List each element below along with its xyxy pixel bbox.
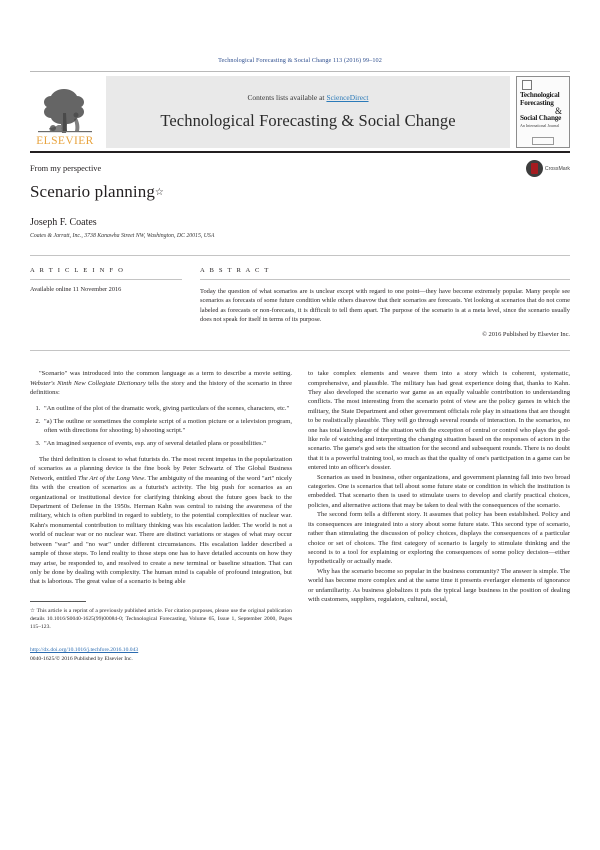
list-item: 1. "An outline of the plot of the dramatic work, giving particulars of the scenes, characters, etc." <box>42 404 292 413</box>
abstract-rule <box>200 279 570 280</box>
body-column-left <box>30 369 292 663</box>
paragraph-why-popular: Why has the scenario become so popular in the business community? The answer is simple. The world has become more complex and at the same time it presents everlarger elements of ignorance or unfamiliarity. As business globalizes it puts the typical large business in the position of dealing with customers, suppliers, regulators, cultural, social, <box>308 567 570 603</box>
elsevier-logo <box>30 76 100 148</box>
third-def-part-a: The third definition is closest to what futurists do. The most recent impetus in the popularization of scenarios as a planning device is the fine book by Peter Schwartz of The Global Business Network, entitled <box>30 456 292 482</box>
body-column-right <box>308 369 570 663</box>
journal-masthead <box>30 71 570 152</box>
art-of-long-view-title: The Art of the Long View <box>77 474 145 482</box>
footnote-rule <box>30 601 86 602</box>
section-kicker: From my perspective <box>30 164 102 173</box>
journal-title: Technological Forecasting & Social Change <box>160 111 456 130</box>
webster-dictionary-title: Webster's Ninth New Collegiate Dictionary <box>30 379 146 387</box>
sciencedirect-link[interactable]: ScienceDirect <box>326 93 369 102</box>
abstract-column <box>200 267 570 338</box>
intro-part-a: "Scenario" was introduced into the common language as a term to describe a movie setting. <box>39 370 292 378</box>
abstract-heading: A B S T R A C T <box>200 267 271 274</box>
cover-line-1: Technological <box>520 91 560 99</box>
list-item: 2. "a) The outline or sometimes the complete script of a motion picture or a television program, often with directions for shooting; b) shooting script." <box>42 417 292 436</box>
issn-copyright-line: 0040-1625/© 2016 Published by Elsevier Inc. <box>30 656 133 663</box>
paragraph-two-categories: Scenarios as used in business, other organizations, and government planning fall into two broad categories. One is scenarios that tell about some future state or condition in which the institution is embedded. That scenario then is used to stimulate users to develop and clarify practical choices, policies, and alternative actions that may be taken to deal with the consequences of the scenario. <box>308 473 570 509</box>
cover-line-2: Forecasting <box>520 98 554 107</box>
article-info-rule <box>30 279 182 280</box>
intro-part-b: tells the story and the history of the scenario in three definitions: <box>30 379 292 396</box>
contents-prefix: Contents lists available at <box>247 93 327 102</box>
definition-list <box>30 404 292 448</box>
cover-subtitle: An International Journal <box>520 123 560 129</box>
cover-footer-block <box>532 137 554 145</box>
crossmark-badge[interactable] <box>526 160 570 177</box>
abstract-bottom-rule <box>30 350 570 351</box>
cover-ampersand: & <box>554 105 562 116</box>
abstract-copyright: © 2016 Published by Elsevier Inc. <box>482 331 570 339</box>
body-columns <box>30 369 570 663</box>
title-footnote-star[interactable]: ☆ <box>154 187 164 198</box>
third-def-part-b: . The ambiguity of the meaning of the word "art" nicely fits with the creation of scenarios as a futurist's activity. The big push for scenarios as an organizational or institutional device for clarifying thinking about the future goes back to the Department of Defense in the 1950s. Herman Kahn was central to raising the awareness of the military, which is often purblind in regard to subtlety, to the potential complexities of nuclear war. Kahn's monumental contribution to military thinking was his escalation ladder. The world is not a world of nuclear war or no nuclear war. There are distinct variations or stages of what may occur between "war" and "no war" under different circumstances. His escalation ladder described a sample of those steps. To lend reality to those steps one has to have detailed accounts on how they may arise, be responded to, and resolved to create a new terminal or baseline situation. That can only be done by dealing with complexity. The human mind is capable of profound integration, but that is laborious. The great value of a scenario is being able <box>30 474 293 586</box>
elsevier-tree-icon <box>36 85 94 135</box>
paragraph-third-definition <box>30 455 292 587</box>
paragraph-continued: to take complex elements and weave them into a story which is coherent, systematic, comprehensive, and plausible. The military has had great experience doing that, thanks to Kahn. They also developed the scenario war game as an equally valuable contribution to understanding conflicts. The most interesting from the scenario point of view are the policy games in which the military, the State Department and other government officials role play in situations that are thought to be realistically plausible. They will go through several rounds of interaction. In the scenarios, no one has total knowledge of the situation with the exception of central or control who plays the god-like role of watching and interpreting the changing situation based on the responses of actors in the scenario. The game's god sets the situation for the second and subsequent rounds. There is no doubt that it is a powerful training tool, so much as that the quality of one's participation in a game can be entered into an officer's dossier. <box>308 370 570 472</box>
sciencedirect-band <box>106 76 510 148</box>
article-info-abstract-grid <box>30 256 570 338</box>
author-affiliation: Coates & Jarratt, Inc., 3738 Kanawha Street NW, Washington, DC 20015, USA <box>30 233 215 239</box>
footnote-body: This article is a reprint of a previously published article. For citation purposes, please use the original publication details 10.1016/S0040-1625(99)00084-0; Technological Forecasting, Volume 65, Issue 1, September 2000, Pages 115–123. <box>30 607 292 631</box>
article-title-text: Scenario planning <box>30 182 155 201</box>
abstract-text: Today the question of what scenarios are is unclear except with regard to one point—they have become extremely popular. Many people see scenarios as forecasts of some future condition while others disavow that their scenarios are forecasts. Yet looking at scenarios that do not come labeled as forecasts or non-forecasts, it is difficult to tell them apart. The purpose of the scenario is at a meta level, since the scenario usually does not speak for itself in terms of its purpose. <box>200 288 570 323</box>
crossmark-label: CrossMark <box>544 165 570 172</box>
crossmark-icon <box>526 160 543 177</box>
paragraph-second-form: The second form tells a different story. It assumes that policy has been established. Policy and its consequences are integrated into a story about some future state. This second type of scenario, rather than stimulating the discussion of policy choices, displays the consequences of a particular choice or set of choices. The first category of scenario is largely to stimulate thinking and the second is to a tool for explaining or exploring the consequences of some policy decision—either hypothetically or actually made. <box>308 511 570 566</box>
journal-cover-thumbnail <box>516 76 570 148</box>
imprint-block <box>30 646 292 663</box>
doi-link[interactable]: http://dx.doi.org/10.1016/j.techfore.2016.10.043 <box>30 647 139 654</box>
running-head: Technological Forecasting & Social Change 113 (2016) 99–102 <box>218 57 382 64</box>
page-title <box>30 182 570 202</box>
list-item: 3. "An imagined sequence of events, esp. any of several detailed plans or possibilities." <box>42 439 292 448</box>
crossmark-inner-shape <box>531 163 538 174</box>
cover-badge-icon <box>522 80 532 90</box>
contents-list-line <box>247 93 368 102</box>
footnote-block <box>30 601 292 632</box>
available-online-date: Available online 11 November 2016 <box>30 286 122 293</box>
footnote-star-icon: ☆ <box>30 607 36 614</box>
elsevier-wordmark: ELSEVIER <box>36 135 94 147</box>
cover-line-3: Social Change <box>520 113 562 122</box>
author-name: Joseph F. Coates <box>30 217 97 228</box>
paragraph-intro <box>30 369 292 397</box>
footnote-text <box>30 607 292 632</box>
article-info-column <box>30 267 200 338</box>
article-header <box>30 152 570 239</box>
article-info-heading: A R T I C L E I N F O <box>30 267 125 274</box>
